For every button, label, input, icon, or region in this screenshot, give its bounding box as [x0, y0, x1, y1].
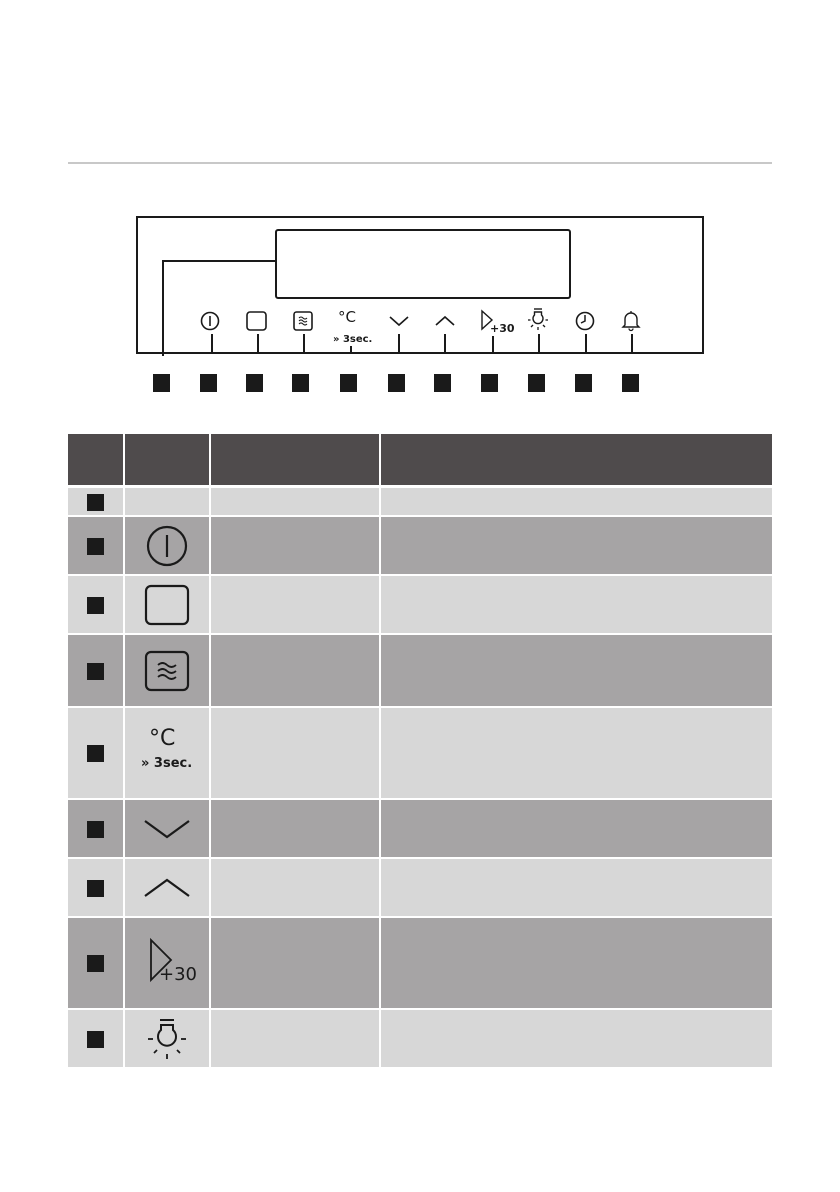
table-header — [68, 434, 772, 485]
power-icon — [146, 526, 188, 566]
function-cell — [211, 800, 379, 857]
function-cell — [211, 576, 379, 633]
control-panel — [136, 216, 704, 354]
table-row — [68, 800, 772, 857]
row-number-box — [87, 880, 104, 897]
callout-4 — [292, 374, 309, 392]
header-cell — [68, 434, 123, 485]
up-arrow-icon — [144, 878, 190, 898]
lamp-icon — [147, 1018, 187, 1060]
display-screen — [275, 229, 571, 299]
row-number-box — [87, 745, 104, 762]
oven-mode-tick — [257, 334, 259, 354]
callout-8 — [481, 374, 498, 392]
section-divider — [68, 162, 772, 164]
table-row — [68, 1010, 772, 1067]
row-number-box — [87, 955, 104, 972]
comment-cell — [381, 517, 772, 574]
lamp-tick — [538, 334, 540, 354]
table-row — [68, 488, 772, 515]
plus-30-label: +30 — [490, 322, 515, 335]
table-row — [68, 918, 772, 1008]
lamp-icon[interactable] — [527, 307, 549, 331]
up-arrow-tick — [444, 334, 446, 354]
callout-1 — [153, 374, 170, 392]
row-number-box — [87, 1031, 104, 1048]
header-cell — [125, 434, 209, 485]
callout-6 — [388, 374, 405, 392]
clock-icon[interactable] — [575, 311, 595, 331]
callout-11 — [622, 374, 639, 392]
bell-icon[interactable] — [622, 310, 640, 330]
up-arrow-icon[interactable] — [435, 316, 455, 326]
clock-tick — [585, 334, 587, 354]
function-cell — [211, 1010, 379, 1067]
comment-cell — [381, 635, 772, 706]
hold-label: » 3sec. — [333, 334, 373, 345]
oven-mode-icon[interactable] — [246, 311, 267, 331]
row-number-box — [87, 821, 104, 838]
comment-cell — [381, 1010, 772, 1067]
plus-30-tick — [492, 336, 494, 354]
comment-cell — [381, 918, 772, 1008]
comment-cell — [381, 708, 772, 798]
temperature-tick — [350, 346, 352, 354]
function-cell — [211, 708, 379, 798]
down-arrow-icon — [144, 819, 190, 839]
row-number-box — [87, 597, 104, 614]
bell-tick — [631, 334, 633, 354]
row-number-box — [87, 494, 104, 511]
function-cell — [211, 859, 379, 916]
header-cell — [381, 434, 772, 485]
table-row — [68, 576, 772, 633]
temperature-icon[interactable] — [338, 308, 356, 327]
row-number-box — [87, 538, 104, 555]
display-leader-vertical — [162, 260, 164, 356]
hold-label: » 3sec. — [141, 756, 193, 771]
callout-10 — [575, 374, 592, 392]
power-icon[interactable] — [200, 311, 220, 331]
callout-9 — [528, 374, 545, 392]
table-row — [68, 859, 772, 916]
heating-function-tick — [303, 334, 305, 354]
function-cell — [211, 635, 379, 706]
callout-5 — [340, 374, 357, 392]
display-leader-horizontal — [162, 260, 276, 262]
table-row — [68, 517, 772, 574]
row-number-box — [87, 663, 104, 680]
comment-cell — [381, 576, 772, 633]
function-cell — [211, 488, 379, 515]
table-row — [68, 708, 772, 798]
down-arrow-icon[interactable] — [389, 316, 409, 326]
plus-30-start-icon — [125, 918, 209, 1008]
callout-2 — [200, 374, 217, 392]
plus-30-label: +30 — [159, 964, 197, 985]
heating-function-icon[interactable] — [293, 311, 313, 331]
callout-3 — [246, 374, 263, 392]
temp-symbol: °C — [149, 726, 176, 751]
callout-7 — [434, 374, 451, 392]
power-tick — [211, 334, 213, 354]
heating-function-icon — [145, 651, 189, 691]
function-cell — [211, 918, 379, 1008]
comment-cell — [381, 800, 772, 857]
temp-symbol: °C — [338, 308, 356, 326]
comment-cell — [381, 859, 772, 916]
function-cell — [211, 517, 379, 574]
temperature-icon — [125, 708, 209, 798]
header-cell — [211, 434, 379, 485]
oven-mode-icon — [145, 585, 189, 625]
down-arrow-tick — [398, 334, 400, 354]
comment-cell — [381, 488, 772, 515]
table-row — [68, 635, 772, 706]
